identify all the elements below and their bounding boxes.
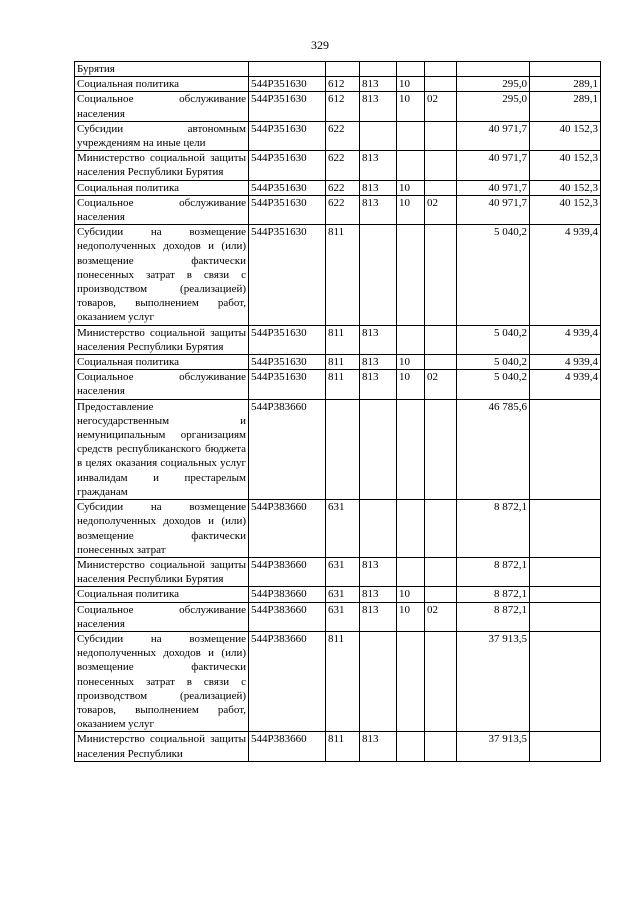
cell-amount-1: 8 872,1 [457, 587, 530, 602]
cell-section [397, 631, 425, 731]
cell-section: 10 [397, 195, 425, 224]
cell-amount-2: 289,1 [530, 92, 601, 121]
cell-amount-2 [530, 587, 601, 602]
cell-amount-2 [530, 557, 601, 586]
cell-target-code: 544P351630 [249, 121, 326, 150]
cell-section: 10 [397, 370, 425, 399]
cell-grbs: 813 [360, 325, 397, 354]
cell-subsection [425, 121, 457, 150]
cell-grbs: 813 [360, 151, 397, 180]
cell-subsection [425, 587, 457, 602]
cell-amount-2: 4 939,4 [530, 225, 601, 325]
cell-name: Министерство социальной защиты населения Республики Бурятия [75, 557, 249, 586]
table-row [75, 325, 601, 354]
cell-target-code: 544P351630 [249, 92, 326, 121]
cell-subsection: 02 [425, 195, 457, 224]
cell-section [397, 399, 425, 499]
cell-subsection [425, 500, 457, 558]
cell-expense-type: 622 [326, 195, 360, 224]
cell-expense-type: 811 [326, 732, 360, 761]
cell-grbs: 813 [360, 195, 397, 224]
cell-name: Министерство социальной защиты населения Республики Бурятия [75, 325, 249, 354]
table-body [75, 62, 601, 762]
table-row [75, 557, 601, 586]
cell-section [397, 225, 425, 325]
cell-subsection: 02 [425, 370, 457, 399]
cell-target-code: 544P351630 [249, 225, 326, 325]
cell-grbs: 813 [360, 732, 397, 761]
cell-target-code: 544P351630 [249, 195, 326, 224]
cell-amount-1: 46 785,6 [457, 399, 530, 499]
cell-name: Социальная политика [75, 355, 249, 370]
cell-section [397, 732, 425, 761]
cell-target-code: 544P383660 [249, 399, 326, 499]
cell-section [397, 557, 425, 586]
table-row [75, 399, 601, 499]
cell-expense-type: 612 [326, 77, 360, 92]
cell-amount-1: 5 040,2 [457, 370, 530, 399]
page-number: 329 [311, 38, 329, 52]
table-row [75, 92, 601, 121]
cell-grbs [360, 62, 397, 77]
cell-subsection [425, 399, 457, 499]
cell-amount-2: 40 152,3 [530, 151, 601, 180]
cell-amount-2: 4 939,4 [530, 325, 601, 354]
cell-expense-type: 631 [326, 602, 360, 631]
cell-amount-1: 40 971,7 [457, 151, 530, 180]
cell-amount-1: 8 872,1 [457, 557, 530, 586]
cell-target-code [249, 62, 326, 77]
budget-table [74, 61, 601, 762]
cell-grbs: 813 [360, 602, 397, 631]
cell-amount-1: 37 913,5 [457, 631, 530, 731]
cell-section: 10 [397, 602, 425, 631]
cell-amount-2: 4 939,4 [530, 355, 601, 370]
cell-name: Социальное обслуживание населения [75, 370, 249, 399]
cell-amount-2: 4 939,4 [530, 370, 601, 399]
cell-section [397, 325, 425, 354]
cell-amount-1: 5 040,2 [457, 225, 530, 325]
cell-name: Министерство социальной защиты населения Республики Бурятия [75, 151, 249, 180]
table-row [75, 225, 601, 325]
cell-subsection [425, 62, 457, 77]
cell-target-code: 544P383660 [249, 602, 326, 631]
table-row [75, 180, 601, 195]
cell-amount-1: 5 040,2 [457, 355, 530, 370]
cell-amount-1: 5 040,2 [457, 325, 530, 354]
cell-name: Субсидии на возмещение недополученных доходов и (или) возмещение фактически понесенных затрат [75, 500, 249, 558]
cell-grbs: 813 [360, 355, 397, 370]
cell-target-code: 544P351630 [249, 355, 326, 370]
cell-expense-type: 811 [326, 370, 360, 399]
cell-target-code: 544P383660 [249, 500, 326, 558]
cell-section [397, 121, 425, 150]
table-row [75, 62, 601, 77]
table-row [75, 631, 601, 731]
table-row [75, 121, 601, 150]
cell-grbs: 813 [360, 587, 397, 602]
cell-expense-type: 612 [326, 92, 360, 121]
cell-target-code: 544P351630 [249, 370, 326, 399]
cell-subsection [425, 151, 457, 180]
cell-section: 10 [397, 92, 425, 121]
cell-grbs: 813 [360, 557, 397, 586]
cell-section [397, 500, 425, 558]
cell-expense-type [326, 62, 360, 77]
cell-name: Субсидии на возмещение недополученных доходов и (или) возмещение фактически понесенных затрат в связи с производством (реализацией) товаров, выполнением работ, оказанием услуг [75, 225, 249, 325]
cell-section [397, 62, 425, 77]
cell-amount-2: 40 152,3 [530, 180, 601, 195]
cell-grbs: 813 [360, 370, 397, 399]
cell-grbs: 813 [360, 180, 397, 195]
cell-grbs: 813 [360, 92, 397, 121]
cell-amount-2 [530, 732, 601, 761]
cell-expense-type: 631 [326, 500, 360, 558]
cell-expense-type: 811 [326, 325, 360, 354]
cell-name: Субсидии автономным учреждениям на иные цели [75, 121, 249, 150]
cell-grbs [360, 631, 397, 731]
cell-subsection [425, 225, 457, 325]
cell-amount-2 [530, 62, 601, 77]
table-row [75, 370, 601, 399]
cell-amount-1: 295,0 [457, 92, 530, 121]
cell-amount-2 [530, 500, 601, 558]
cell-expense-type: 622 [326, 180, 360, 195]
table-row [75, 77, 601, 92]
table-row [75, 587, 601, 602]
cell-amount-1: 8 872,1 [457, 602, 530, 631]
cell-target-code: 544P383660 [249, 732, 326, 761]
cell-amount-2 [530, 602, 601, 631]
cell-target-code: 544P351630 [249, 180, 326, 195]
cell-subsection: 02 [425, 602, 457, 631]
cell-name: Субсидии на возмещение недополученных доходов и (или) возмещение фактически понесенных затрат в связи с производством (реализацией) товаров, выполнением работ, оказанием услуг [75, 631, 249, 731]
cell-name: Бурятия [75, 62, 249, 77]
cell-name: Предоставление негосударственным и немуниципальным организациям средств республиканского бюджета в целях оказания социальных услуг инвалидам и престарелым гражданам [75, 399, 249, 499]
cell-section [397, 151, 425, 180]
cell-expense-type: 811 [326, 631, 360, 731]
cell-expense-type [326, 399, 360, 499]
cell-amount-2 [530, 399, 601, 499]
cell-subsection [425, 355, 457, 370]
cell-name: Социальное обслуживание населения [75, 92, 249, 121]
cell-subsection [425, 557, 457, 586]
cell-subsection [425, 325, 457, 354]
cell-expense-type: 631 [326, 587, 360, 602]
cell-amount-1: 40 971,7 [457, 195, 530, 224]
cell-name: Социальная политика [75, 77, 249, 92]
cell-expense-type: 811 [326, 225, 360, 325]
cell-amount-1: 40 971,7 [457, 121, 530, 150]
table-row [75, 355, 601, 370]
cell-section: 10 [397, 180, 425, 195]
cell-target-code: 544P383660 [249, 557, 326, 586]
cell-grbs [360, 225, 397, 325]
cell-amount-2: 40 152,3 [530, 195, 601, 224]
cell-amount-1: 295,0 [457, 77, 530, 92]
cell-name: Социальное обслуживание населения [75, 602, 249, 631]
table-row [75, 151, 601, 180]
cell-subsection [425, 732, 457, 761]
cell-amount-2: 289,1 [530, 77, 601, 92]
cell-expense-type: 622 [326, 121, 360, 150]
cell-target-code: 544P351630 [249, 151, 326, 180]
cell-section: 10 [397, 355, 425, 370]
cell-name: Министерство социальной защиты населения Республики [75, 732, 249, 761]
cell-section: 10 [397, 587, 425, 602]
cell-target-code: 544P383660 [249, 631, 326, 731]
table-row [75, 732, 601, 761]
cell-target-code: 544P351630 [249, 77, 326, 92]
cell-grbs [360, 399, 397, 499]
cell-name: Социальное обслуживание населения [75, 195, 249, 224]
cell-subsection [425, 180, 457, 195]
cell-expense-type: 631 [326, 557, 360, 586]
cell-name: Социальная политика [75, 587, 249, 602]
cell-expense-type: 622 [326, 151, 360, 180]
cell-target-code: 544P383660 [249, 587, 326, 602]
cell-amount-2 [530, 631, 601, 731]
cell-subsection: 02 [425, 92, 457, 121]
table-row [75, 602, 601, 631]
cell-grbs: 813 [360, 77, 397, 92]
cell-grbs [360, 500, 397, 558]
cell-amount-1 [457, 62, 530, 77]
cell-target-code: 544P351630 [249, 325, 326, 354]
cell-amount-1: 8 872,1 [457, 500, 530, 558]
cell-section: 10 [397, 77, 425, 92]
cell-grbs [360, 121, 397, 150]
cell-subsection [425, 77, 457, 92]
cell-subsection [425, 631, 457, 731]
cell-amount-2: 40 152,3 [530, 121, 601, 150]
cell-name: Социальная политика [75, 180, 249, 195]
cell-expense-type: 811 [326, 355, 360, 370]
table-row [75, 500, 601, 558]
table-row [75, 195, 601, 224]
cell-amount-1: 40 971,7 [457, 180, 530, 195]
cell-amount-1: 37 913,5 [457, 732, 530, 761]
